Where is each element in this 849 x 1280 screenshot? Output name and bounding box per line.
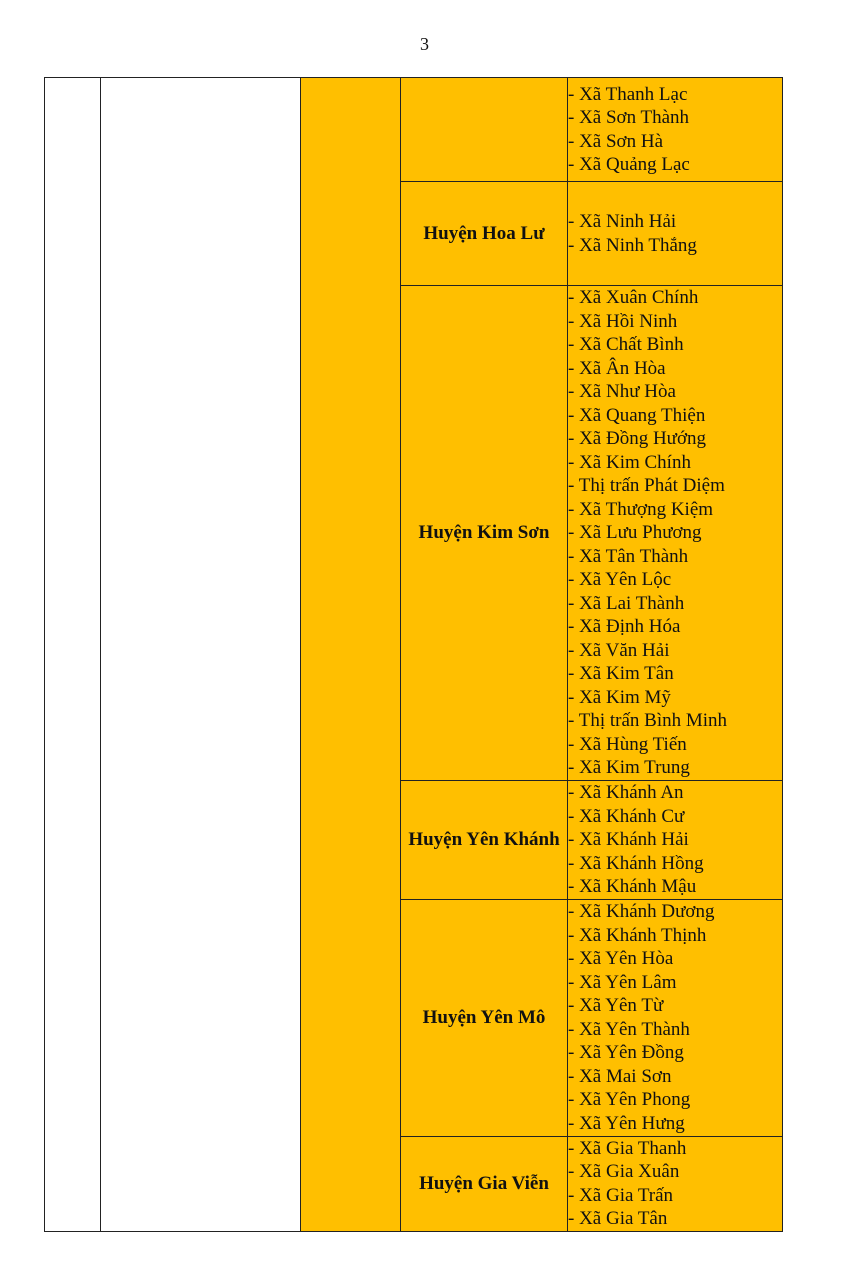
ward-item: - Xã Gia Trấn xyxy=(568,1184,674,1206)
ward-item: - Xã Như Hòa xyxy=(568,381,676,403)
district-cell: Huyện Kim Sơn xyxy=(401,286,568,781)
district-cell: Huyện Yên Khánh xyxy=(401,781,568,900)
ward-item: - Xã Lưu Phương xyxy=(568,522,702,544)
district-cell: Huyện Yên Mô xyxy=(401,899,568,1136)
ward-item: - Xã Gia Thanh xyxy=(568,1137,687,1159)
ward-item: - Xã Sơn Hà xyxy=(568,130,663,152)
ward-item: - Xã Xuân Chính xyxy=(568,287,699,309)
ward-item: - Xã Yên Lộc xyxy=(568,569,672,591)
ward-item: - Xã Kim Tân xyxy=(568,663,674,685)
ward-item: - Xã Sơn Thành xyxy=(568,107,690,128)
ward-item: - Xã Đồng Hướng xyxy=(568,428,707,450)
index-column-cell xyxy=(45,78,101,1232)
ward-item: - Xã Kim Chính xyxy=(568,451,691,473)
district-ward-table xyxy=(44,77,783,1232)
ward-list-cell xyxy=(568,781,783,900)
ward-item: - Xã Chất Bình xyxy=(568,334,684,356)
ward-list-cell xyxy=(568,286,783,781)
ward-item: - Xã Lai Thành xyxy=(568,592,685,614)
ward-item: - Xã Khánh Cư xyxy=(568,805,685,827)
district-cell: Huyện Hoa Lư xyxy=(401,182,568,286)
ward-item: - Xã Tân Thành xyxy=(568,545,689,567)
ward-item: - Xã Kim Trung xyxy=(568,757,690,779)
ward-list-cell xyxy=(568,78,783,182)
ward-item: - Xã Hồi Ninh xyxy=(568,310,678,332)
ward-item: - Xã Yên Phong xyxy=(568,1089,691,1110)
ward-item: - Thị trấn Phát Diệm xyxy=(568,475,725,497)
ward-item: - Xã Gia Tân xyxy=(568,1208,668,1229)
ward-item: - Xã Yên Thành xyxy=(568,1018,690,1040)
ward-item: - Xã Văn Hải xyxy=(568,639,670,661)
ward-item: - Xã Kim Mỹ xyxy=(568,686,671,708)
ward-item: - Xã Khánh Dương xyxy=(568,901,715,922)
ward-item: - Xã Ninh Hải xyxy=(568,211,677,232)
page-number: 3 xyxy=(420,34,429,54)
ward-item: - Xã Yên Hưng xyxy=(568,1112,685,1134)
ward-item: - Xã Yên Từ xyxy=(568,995,664,1016)
ward-item: - Xã Mai Sơn xyxy=(568,1065,672,1087)
ward-item: - Xã Yên Lâm xyxy=(568,971,677,993)
ward-item: - Xã Yên Đồng xyxy=(568,1042,684,1063)
ward-item: - Xã Khánh Thịnh xyxy=(568,924,707,946)
ward-item: - Xã Hùng Tiến xyxy=(568,733,687,755)
district-cell: Huyện Gia Viễn xyxy=(401,1136,568,1231)
ward-item: - Xã Định Hóa xyxy=(568,616,681,638)
ward-list-cell xyxy=(568,899,783,1136)
ward-item: - Xã Quang Thiện xyxy=(568,404,706,426)
district-cell xyxy=(401,78,568,182)
ward-item: - Xã Gia Xuân xyxy=(568,1161,680,1182)
ward-item: - Xã Quảng Lạc xyxy=(568,154,690,175)
ward-item: - Xã Khánh Mậu xyxy=(568,876,697,897)
ward-item: - Xã Khánh Hồng xyxy=(568,852,704,874)
ward-item: - Xã Thanh Lạc xyxy=(568,83,688,105)
ward-item: - Xã Ân Hòa xyxy=(568,357,666,379)
ward-item: - Thị trấn Bình Minh xyxy=(568,710,728,732)
unit-column-cell xyxy=(101,78,301,1232)
ward-item: - Xã Yên Hòa xyxy=(568,948,674,969)
ward-item: - Xã Khánh An xyxy=(568,782,684,803)
table-row xyxy=(45,78,783,182)
ward-item: - Xã Ninh Thắng xyxy=(568,234,697,256)
highlight-column-cell xyxy=(301,78,401,1232)
ward-item: - Xã Khánh Hải xyxy=(568,829,689,850)
ward-list-cell xyxy=(568,1136,783,1231)
ward-list-cell xyxy=(568,182,783,286)
ward-item: - Xã Thượng Kiệm xyxy=(568,498,714,520)
